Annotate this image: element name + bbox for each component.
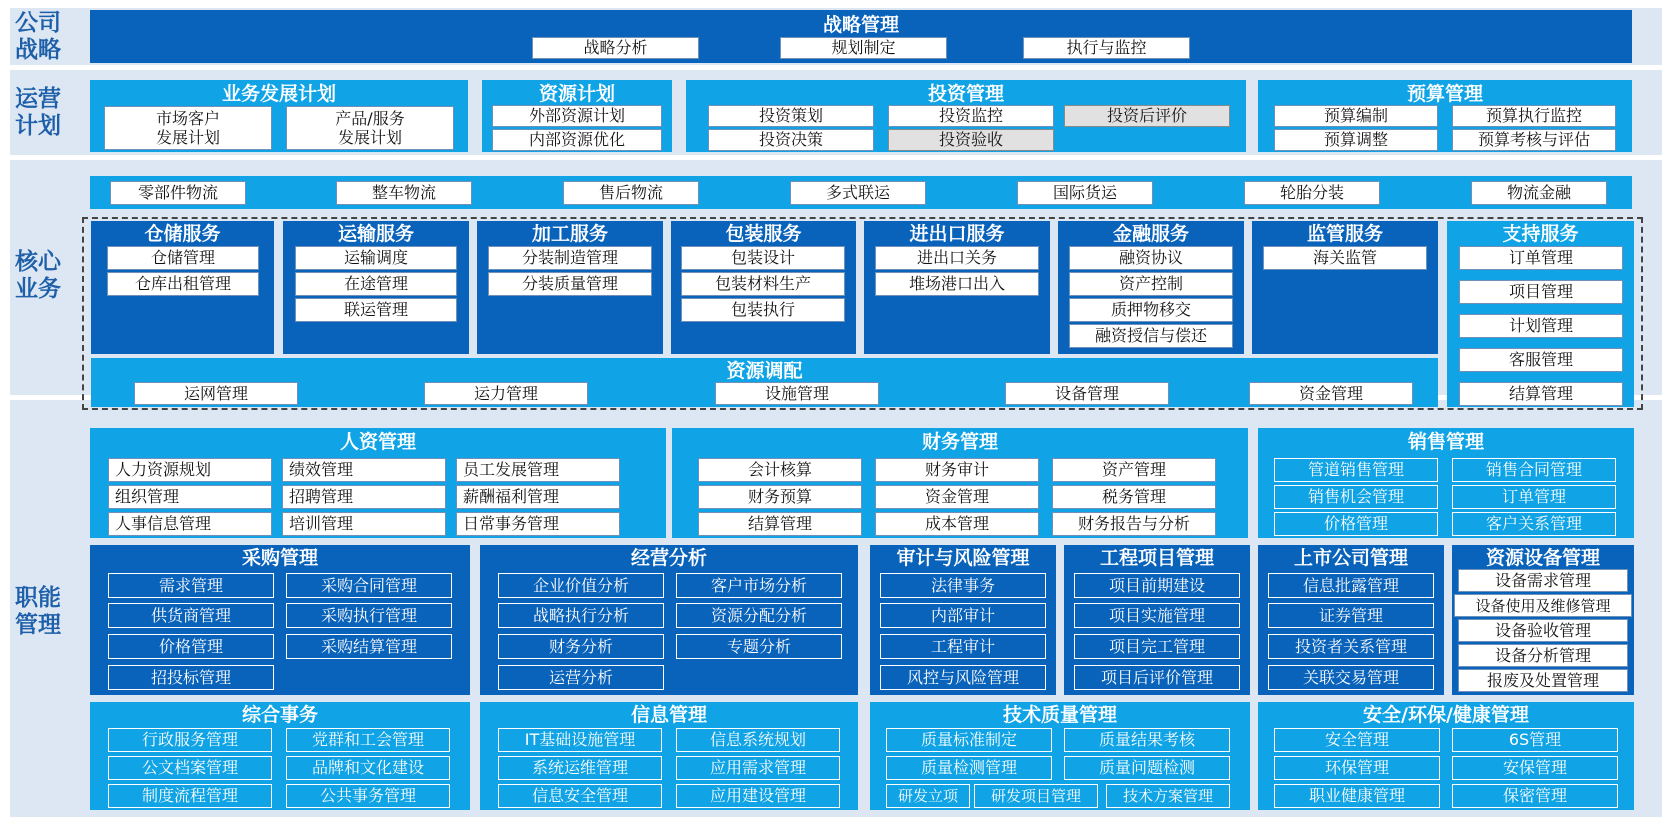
sales-item: 销售机会管理 [1274,485,1438,509]
support-service-item: 项目管理 [1459,280,1623,304]
warehouse-service-item: 仓库出租管理 [107,272,259,296]
hse-item: 安全管理 [1274,728,1440,752]
audit-title: 审计与风险管理 [896,547,1030,569]
logistics-strip [90,176,1632,209]
tech-quality-block [870,702,1250,810]
finance-mgmt-item: 成本管理 [875,512,1039,536]
packaging-service-item: 包装执行 [681,298,845,322]
transport-service-item: 联运管理 [295,298,457,322]
supervision-service-block [1252,221,1438,354]
hr-item: 人力资源规划 [108,458,272,482]
finance-mgmt-item: 结算管理 [698,512,862,536]
hr-block [90,428,666,538]
info-mgmt-item: 信息安全管理 [498,784,662,808]
info-mgmt-item: 应用需求管理 [676,756,840,780]
analysis-item: 财务分析 [498,634,664,659]
sales-title: 销售管理 [1407,431,1484,453]
analysis-item: 专题分析 [676,634,842,659]
resource-plan-block [482,80,672,152]
investment-item: 投资验收 [888,129,1054,151]
row-label-operations: 运营计划 [15,86,61,139]
strategy-item: 执行与监控 [1023,37,1190,59]
equipment-title: 资源设备管理 [1485,547,1600,569]
hr-item: 招聘管理 [282,485,446,509]
support-service-block [1447,221,1634,407]
budget-item: 预算考核与评估 [1452,129,1616,151]
listed-company-item: 证券管理 [1268,603,1434,628]
general-affairs-item: 党群和工会管理 [286,728,450,752]
investment-item: 投资监控 [888,105,1054,127]
resource-allocation-item: 设备管理 [1005,382,1169,405]
processing-service-item: 分装制造管理 [488,246,652,270]
finance-mgmt-block [672,428,1248,538]
hr-item: 日常事务管理 [456,512,620,536]
equipment-item: 设备使用及维修管理 [1454,594,1632,617]
finance-service-item: 质押物移交 [1069,298,1233,322]
resource-allocation-item: 运力管理 [424,382,588,405]
packaging-service-item: 包装设计 [681,246,845,270]
general-affairs-title: 综合事务 [241,704,318,726]
hse-block [1258,702,1634,810]
support-service-item: 客服管理 [1459,348,1623,372]
hr-item: 人事信息管理 [108,512,272,536]
procurement-title: 采购管理 [241,547,318,569]
investment-block [686,80,1246,152]
logistics-item: 零部件物流 [110,181,246,205]
investment-item: 投资后评价 [1064,105,1230,127]
strategy-block [90,10,1632,63]
project-item: 项目后评价管理 [1074,665,1240,690]
analysis-block [480,545,858,695]
sales-item: 销售合同管理 [1452,458,1616,482]
hse-title: 安全/环保/健康管理 [1363,704,1529,726]
resource-allocation-block [91,358,1438,407]
supervision-service-item: 海关监管 [1263,246,1427,270]
packaging-service-item: 包装材料生产 [681,272,845,296]
procurement-item: 采购结算管理 [286,634,452,659]
tech-quality-item: 研发立项 [886,784,970,808]
business-plan-item: 市场客户发展计划 [104,106,272,150]
transport-service-title: 运输服务 [337,223,414,245]
general-affairs-item: 公文档案管理 [108,756,272,780]
logistics-item: 轮胎分装 [1244,181,1380,205]
resource-allocation-item: 运网管理 [134,382,298,405]
budget-item: 预算执行监控 [1452,105,1616,127]
procurement-item: 招投标管理 [108,665,274,690]
sales-item: 客户关系管理 [1452,512,1616,536]
finance-mgmt-item: 资金管理 [875,485,1039,509]
import-export-service-title: 进出口服务 [909,223,1005,245]
procurement-item: 价格管理 [108,634,274,659]
equipment-item: 设备需求管理 [1458,569,1628,592]
tech-quality-item: 研发项目管理 [974,784,1098,808]
warehouse-service-title: 仓储服务 [144,223,221,245]
hse-item: 保密管理 [1452,784,1618,808]
info-mgmt-block [480,702,858,810]
analysis-item: 企业价值分析 [498,573,664,598]
hse-item: 职业健康管理 [1274,784,1440,808]
investment-item: 投资决策 [708,129,874,151]
business-plan-block [90,80,468,152]
general-affairs-item: 公共事务管理 [286,784,450,808]
budget-item: 预算编制 [1274,105,1438,127]
procurement-item: 采购合同管理 [286,573,452,598]
info-mgmt-title: 信息管理 [630,704,707,726]
audit-block [870,545,1056,695]
resource-plan-item: 内部资源优化 [492,129,662,151]
resource-plan-item: 外部资源计划 [492,105,662,127]
budget-block [1258,80,1632,152]
tech-quality-item: 质量标准制定 [886,728,1052,752]
project-item: 项目前期建设 [1074,573,1240,598]
transport-service-block [283,221,469,354]
packaging-service-block [671,221,856,354]
sales-item: 订单管理 [1452,485,1616,509]
sales-block [1258,428,1634,538]
transport-service-item: 运输调度 [295,246,457,270]
hr-title: 人资管理 [339,431,416,453]
analysis-title: 经营分析 [630,547,707,569]
finance-mgmt-item: 资产管理 [1052,458,1216,482]
strategy-item: 规划制定 [780,37,947,59]
general-affairs-block [90,702,470,810]
equipment-block [1452,545,1634,695]
audit-item: 内部审计 [880,603,1046,628]
analysis-item: 战略执行分析 [498,603,664,628]
analysis-item: 客户市场分析 [676,573,842,598]
equipment-item: 报废及处置管理 [1458,669,1628,692]
finance-mgmt-item: 财务审计 [875,458,1039,482]
warehouse-service-item: 仓储管理 [107,246,259,270]
hse-item: 环保管理 [1274,756,1440,780]
project-item: 项目实施管理 [1074,603,1240,628]
hr-item: 组织管理 [108,485,272,509]
listed-company-title: 上市公司管理 [1293,547,1408,569]
investment-title: 投资管理 [927,83,1004,105]
support-service-item: 计划管理 [1459,314,1623,338]
hr-item: 培训管理 [282,512,446,536]
listed-company-item: 投资者关系管理 [1268,634,1434,659]
audit-item: 法律事务 [880,573,1046,598]
import-export-service-block [864,221,1050,354]
project-title: 工程项目管理 [1099,547,1214,569]
project-item: 项目完工管理 [1074,634,1240,659]
audit-item: 风控与风险管理 [880,665,1046,690]
procurement-item: 供货商管理 [108,603,274,628]
support-service-item: 订单管理 [1459,246,1623,270]
budget-title: 预算管理 [1406,83,1483,105]
info-mgmt-item: 信息系统规划 [676,728,840,752]
finance-mgmt-item: 财务预算 [698,485,862,509]
hse-item: 6S管理 [1452,728,1618,752]
investment-item: 投资策划 [708,105,874,127]
finance-service-item: 融资协议 [1069,246,1233,270]
hr-item: 员工发展管理 [456,458,620,482]
project-block [1064,545,1250,695]
finance-service-title: 金融服务 [1112,223,1189,245]
listed-company-item: 关联交易管理 [1268,665,1434,690]
processing-service-item: 分装质量管理 [488,272,652,296]
import-export-service-item: 进出口关务 [875,246,1039,270]
sales-item: 管道销售管理 [1274,458,1438,482]
audit-item: 工程审计 [880,634,1046,659]
logistics-item: 国际货运 [1017,181,1153,205]
tech-quality-item: 质量问题检测 [1064,756,1230,780]
tech-quality-item: 质量检测管理 [886,756,1052,780]
row-label-strategy: 公司战略 [15,9,61,63]
finance-mgmt-item: 会计核算 [698,458,862,482]
tech-quality-item: 质量结果考核 [1064,728,1230,752]
resource-allocation-item: 资金管理 [1249,382,1413,405]
strategy-title: 战略管理 [822,14,899,36]
finance-service-block [1058,221,1244,354]
transport-service-item: 在途管理 [295,272,457,296]
budget-item: 预算调整 [1274,129,1438,151]
strategy-item: 战略分析 [532,37,699,59]
row-label-core: 核心业务 [15,249,61,302]
finance-service-item: 融资授信与偿还 [1069,324,1233,348]
finance-mgmt-title: 财务管理 [921,431,998,453]
procurement-item: 需求管理 [108,573,274,598]
hr-item: 绩效管理 [282,458,446,482]
processing-service-block [477,221,663,354]
procurement-item: 采购执行管理 [286,603,452,628]
import-export-service-item: 堆场港口出入 [875,272,1039,296]
tech-quality-title: 技术质量管理 [1002,704,1117,726]
listed-company-block [1258,545,1444,695]
logistics-item: 物流金融 [1471,181,1607,205]
tech-quality-item: 技术方案管理 [1106,784,1230,808]
procurement-block [90,545,470,695]
general-affairs-item: 品牌和文化建设 [286,756,450,780]
general-affairs-item: 制度流程管理 [108,784,272,808]
resource-plan-title: 资源计划 [538,83,615,105]
logistics-item: 整车物流 [336,181,472,205]
logistics-item: 多式联运 [790,181,926,205]
processing-service-title: 加工服务 [531,223,608,245]
finance-mgmt-item: 税务管理 [1052,485,1216,509]
general-affairs-item: 行政服务管理 [108,728,272,752]
analysis-item: 运营分析 [498,665,664,690]
finance-service-item: 资产控制 [1069,272,1233,296]
equipment-item: 设备验收管理 [1458,619,1628,642]
warehouse-service-block [91,221,274,354]
analysis-item: 资源分配分析 [676,603,842,628]
resource-allocation-item: 设施管理 [715,382,879,405]
logistics-item: 售后物流 [563,181,699,205]
finance-mgmt-item: 财务报告与分析 [1052,512,1216,536]
listed-company-item: 信息批露管理 [1268,573,1434,598]
supervision-service-title: 监管服务 [1306,223,1383,245]
info-mgmt-item: 应用建设管理 [676,784,840,808]
equipment-item: 设备分析管理 [1458,644,1628,667]
business-plan-item: 产品/服务发展计划 [286,106,454,150]
hse-item: 安保管理 [1452,756,1618,780]
info-mgmt-item: IT基础设施管理 [498,728,662,752]
resource-allocation-title: 资源调配 [726,360,803,382]
business-plan-title: 业务发展计划 [221,83,336,105]
sales-item: 价格管理 [1274,512,1438,536]
support-service-title: 支持服务 [1502,223,1579,245]
info-mgmt-item: 系统运维管理 [498,756,662,780]
support-service-item: 结算管理 [1459,382,1623,406]
packaging-service-title: 包装服务 [725,223,802,245]
hr-item: 薪酬福利管理 [456,485,620,509]
row-label-functions: 职能管理 [15,585,61,638]
